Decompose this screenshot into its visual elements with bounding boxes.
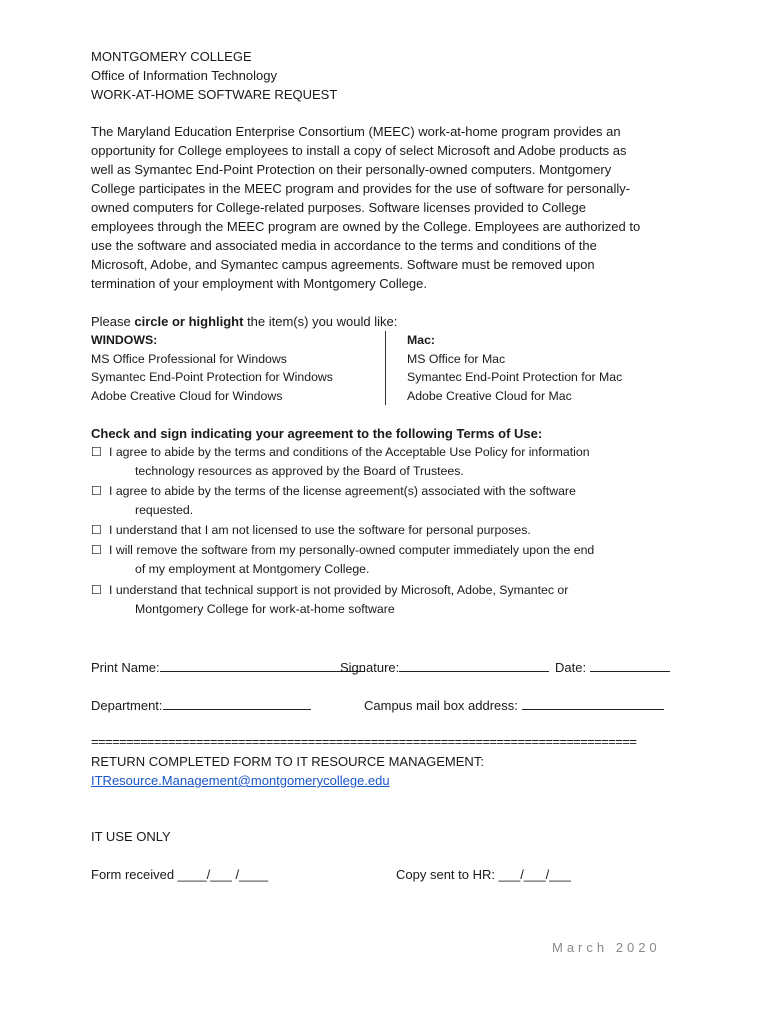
form-received-field: Form received ____/___ /____ — [91, 867, 269, 882]
selection-instruction — [91, 312, 397, 331]
intro-line: owned computers for College-related purposes. Software licenses provided to College — [91, 200, 586, 215]
checkbox-icon[interactable]: ☐ — [91, 523, 103, 537]
campus-mail-line[interactable] — [522, 695, 664, 710]
intro-line: well as Symantec End-Point Protection on their personally-owned computers. Montgomery — [91, 162, 612, 177]
department-line[interactable] — [163, 695, 311, 710]
date-label: Date: — [555, 660, 587, 675]
column-divider — [385, 331, 386, 405]
term-text: I agree to abide by the terms of the license agreement(s) associated with the software — [109, 484, 576, 498]
date-field — [555, 657, 670, 677]
mac-option-adobe[interactable]: Adobe Creative Cloud for Mac — [407, 388, 572, 403]
term-text: I understand that technical support is not provided by Microsoft, Adobe, Symantec or — [109, 583, 569, 597]
instruction-suffix: the item(s) you would like: — [243, 314, 398, 329]
mac-option-symantec[interactable]: Symantec End-Point Protection for Mac — [407, 370, 623, 384]
intro-line: use the software and associated media in accordance to the terms and conditions of the — [91, 238, 597, 253]
campus-mail-field — [364, 695, 664, 715]
signature-field — [340, 657, 549, 677]
checkbox-icon[interactable]: ☐ — [91, 445, 103, 459]
intro-line: employees through the MEEC program are owned by the College. Employees are authorized to — [91, 219, 641, 234]
instruction-prefix: Please — [91, 314, 135, 329]
term-item — [91, 581, 568, 618]
print-name-field — [91, 657, 364, 677]
it-use-only-label: IT USE ONLY — [91, 829, 171, 844]
print-name-label: Print Name: — [91, 660, 160, 675]
form-title: WORK-AT-HOME SOFTWARE REQUEST — [91, 87, 338, 102]
term-text-continued: technology resources as approved by the Board of Trustees. — [135, 463, 464, 478]
checkbox-icon[interactable]: ☐ — [91, 583, 103, 597]
term-item — [91, 482, 576, 519]
term-text-continued: requested. — [135, 502, 194, 517]
term-item — [91, 521, 531, 540]
mac-option-ms-office[interactable]: MS Office for Mac — [407, 351, 506, 366]
checkbox-icon[interactable]: ☐ — [91, 543, 103, 557]
footer-date: March 2020 — [552, 940, 661, 955]
signature-label: Signature: — [340, 660, 400, 675]
return-instruction: RETURN COMPLETED FORM TO IT RESOURCE MANAGEMENT: — [91, 754, 484, 769]
windows-column — [91, 331, 333, 405]
mac-heading: Mac: — [407, 333, 436, 347]
term-text: I understand that I am not licensed to use the software for personal purposes. — [109, 523, 531, 537]
term-text-continued: of my employment at Montgomery College. — [135, 561, 370, 576]
intro-line: termination of your employment with Montgomery College. — [91, 276, 427, 291]
return-email-link[interactable]: ITResource.Management@montgomerycollege.edu — [91, 773, 390, 788]
intro-line: opportunity for College employees to install a copy of select Microsoft and Adobe products as — [91, 143, 627, 158]
terms-heading: Check and sign indicating your agreement to the following Terms of Use: — [91, 426, 543, 441]
intro-line: Microsoft, Adobe, and Symantec campus agreements. Software must be removed upon — [91, 257, 595, 272]
term-text-continued: Montgomery College for work-at-home software — [135, 601, 395, 616]
department-label: Department: — [91, 698, 163, 713]
windows-option-ms-office[interactable]: MS Office Professional for Windows — [91, 351, 287, 366]
document-header — [91, 47, 337, 104]
mac-column — [407, 331, 622, 405]
intro-line: The Maryland Education Enterprise Consortium (MEEC) work-at-home program provides an — [91, 124, 621, 139]
windows-option-symantec[interactable]: Symantec End-Point Protection for Windows — [91, 370, 333, 384]
checkbox-icon[interactable]: ☐ — [91, 484, 103, 498]
intro-line: College participates in the MEEC program and provides for the use of software for personally- — [91, 181, 631, 196]
copy-sent-hr-field: Copy sent to HR: ___/___/___ — [396, 867, 571, 882]
term-text: I agree to abide by the terms and conditions of the Acceptable Use Policy for information — [109, 445, 590, 459]
term-item — [91, 541, 594, 578]
campus-mail-label: Campus mail box address: — [364, 698, 518, 713]
signature-line[interactable] — [399, 657, 549, 672]
office-name: Office of Information Technology — [91, 68, 277, 83]
instruction-emphasis: circle or highlight — [134, 314, 244, 329]
department-field — [91, 695, 311, 715]
print-name-line[interactable] — [160, 657, 364, 672]
college-name: MONTGOMERY COLLEGE — [91, 49, 252, 64]
intro-paragraph — [91, 122, 691, 293]
term-text: I will remove the software from my personally-owned computer immediately upon the end — [109, 543, 595, 557]
term-item — [91, 443, 590, 480]
windows-option-adobe[interactable]: Adobe Creative Cloud for Windows — [91, 388, 283, 403]
date-line[interactable] — [590, 657, 670, 672]
windows-heading: WINDOWS: — [91, 333, 158, 347]
section-separator: ============================================================================== — [91, 734, 637, 749]
